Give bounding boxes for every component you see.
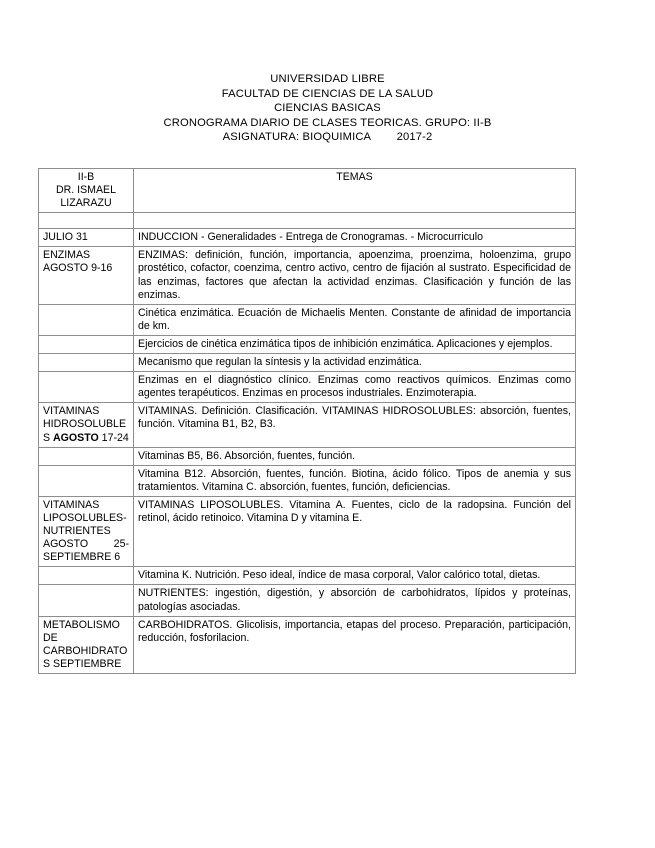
schedule-table <box>38 168 576 674</box>
schedule-table-wrapper <box>38 168 575 674</box>
table-row <box>39 447 576 465</box>
schedule-unit-cell <box>39 372 134 403</box>
table-row <box>39 465 576 496</box>
header-doctor-first-label: DR. ISMAEL <box>55 184 117 197</box>
schedule-topic-cell: Mecanismo que regulan la síntesis y la actividad enzimática. <box>134 354 576 372</box>
table-row <box>39 372 576 403</box>
table-header-row <box>39 169 576 213</box>
schedule-unit-cell: METABOLISMO DE CARBOHIDRATOS SEPTIEMBRE <box>39 616 134 673</box>
table-row <box>39 304 576 335</box>
schedule-unit-cell <box>39 403 134 447</box>
table-row <box>39 229 576 247</box>
heading-line-subject: ASIGNATURA: BIOQUIMICA 2017-2 <box>222 131 433 144</box>
unit-date-range-text: 17-24 <box>98 431 129 444</box>
document-heading <box>0 72 655 145</box>
schedule-topic-cell: CARBOHIDRATOS. Glicolisis, importancia, etapas del proceso. Preparación, participación, reducción, fosforilacion. <box>134 616 576 673</box>
spacer-cell-right <box>134 213 576 229</box>
schedule-topic-cell: Vitaminas B5, B6. Absorción, fuentes, función. <box>134 447 576 465</box>
schedule-unit-cell <box>39 465 134 496</box>
schedule-topic-cell: Vitamina B12. Absorción, fuentes, función. Biotina, ácido fólico. Tipos de anemia y sus tratamientos. Vitamina C. absorción, fuentes, función, deficiencias. <box>134 465 576 496</box>
schedule-topic-cell: Vitamina K. Nutrición. Peso ideal, índice de masa corporal, Valor calórico total, dietas. <box>134 567 576 585</box>
schedule-unit-cell <box>39 335 134 353</box>
table-spacer-row <box>39 213 576 229</box>
schedule-unit-cell <box>39 354 134 372</box>
table-header-topics-cell: TEMAS <box>134 169 576 213</box>
heading-line-schedule: CRONOGRAMA DIARIO DE CLASES TEORICAS. GRUPO: II-B <box>163 116 492 129</box>
table-row <box>39 247 576 304</box>
table-header-instructor-cell <box>39 169 134 213</box>
table-row <box>39 585 576 616</box>
schedule-unit-cell <box>39 585 134 616</box>
table-row <box>39 616 576 673</box>
spacer-cell-left <box>39 213 134 229</box>
schedule-topic-cell: VITAMINAS LIPOSOLUBLES. Vitamina A. Fuentes, ciclo de la radopsina. Función del retinol, ácido retinoico. Vitamina D y vitamina E. <box>134 496 576 566</box>
table-row <box>39 354 576 372</box>
unit-month-emphasis: AGOSTO <box>53 431 99 444</box>
table-row <box>39 335 576 353</box>
schedule-topic-cell: NUTRIENTES: ingestión, digestión, y absorción de carbohidratos, lípidos y proteínas, patologías asociadas. <box>134 585 576 616</box>
schedule-topic-cell: VITAMINAS. Definición. Clasificación. VITAMINAS HIDROSOLUBLES: absorción, fuentes, función. Vitamina B1, B2, B3. <box>134 403 576 447</box>
heading-line-university: UNIVERSIDAD LIBRE <box>270 73 385 85</box>
table-row <box>39 496 576 566</box>
header-doctor-last-label: LIZARAZU <box>60 197 112 210</box>
schedule-unit-cell <box>39 304 134 335</box>
table-row <box>39 403 576 447</box>
schedule-topic-cell: Ejercicios de cinética enzimática tipos de inhibición enzimática. Aplicaciones y ejemplos. <box>134 335 576 353</box>
schedule-topic-cell: ENZIMAS: definición, función, importancia, apoenzima, proenzima, holoenzima, grupo prostético, cofactor, coenzima, centro activo, centro de fijación al sustrato. Especificidad de las enzimas, factores que afectan la actividad enzimas. Clasificación y función de las enzimas. <box>134 247 576 304</box>
table-row <box>39 567 576 585</box>
heading-line-department: CIENCIAS BASICAS <box>274 102 381 115</box>
schedule-topic-cell: Enzimas en el diagnóstico clínico. Enzimas como reactivos químicos. Enzimas como agentes terapéuticos. Enzimas en procesos industriales. Enzimoterapia. <box>134 372 576 403</box>
schedule-unit-cell <box>39 567 134 585</box>
unit-label-text: VITAMINAS HIDROSOLUBLES <box>43 405 127 444</box>
header-group-label: II-B <box>77 171 95 183</box>
schedule-unit-cell: JULIO 31 <box>39 229 134 247</box>
schedule-topic-cell: Cinética enzimática. Ecuación de Michaelis Menten. Constante de afinidad de importancia de km. <box>134 304 576 335</box>
schedule-unit-cell <box>39 447 134 465</box>
heading-line-faculty: FACULTAD DE CIENCIAS DE LA SALUD <box>221 87 434 100</box>
schedule-unit-cell: ENZIMAS AGOSTO 9-16 <box>39 247 134 304</box>
schedule-topic-cell: INDUCCION - Generalidades - Entrega de Cronogramas. - Microcurriculo <box>134 229 576 247</box>
schedule-unit-cell: VITAMINAS LIPOSOLUBLES- NUTRIENTES AGOSTO 25-SEPTIEMBRE 6 <box>39 496 134 566</box>
